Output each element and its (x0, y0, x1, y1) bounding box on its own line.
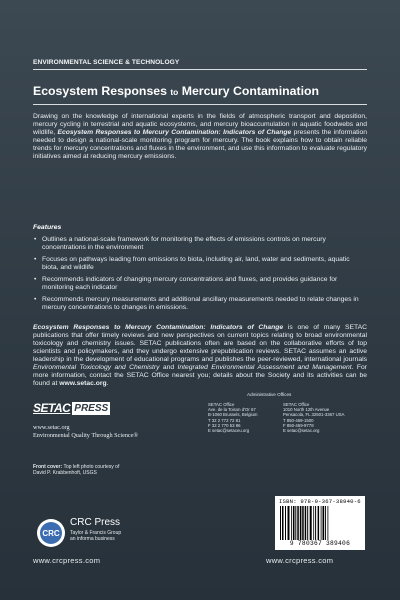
office-europe (208, 402, 278, 433)
barcode-bars-icon (279, 506, 361, 540)
feature-item (33, 296, 367, 312)
crc-press-logo-icon (36, 518, 66, 548)
about-end: . (106, 380, 109, 388)
photo-credit-name: David P. Krabbenhoft, USGS (33, 470, 97, 477)
isbn-label: ISBN: 978-0-367-38940-6 (279, 498, 361, 505)
title-part-2: Mercury Contamination (178, 84, 320, 98)
setac-link[interactable]: www.setac.org (59, 380, 107, 388)
feature-text: Recommends mercury measurements and additional ancillary measurements needed to relate changes in mercury concentrations to changes in emissions. (42, 296, 359, 312)
press-logo-text: PRESS (74, 402, 109, 414)
setac-tagline: Environmental Quality Through Science® (33, 432, 139, 439)
publisher-url[interactable]: www.crcpress.com (33, 556, 101, 565)
office-line: T 850-469-1500 (283, 417, 314, 423)
divider (33, 104, 367, 105)
setac-press-logo (33, 400, 113, 416)
about-book-title: Ecosystem Responses to Mercury Contamination: Indicators of Change (33, 324, 284, 331)
feature-item (33, 236, 367, 252)
bullet-icon: • (34, 276, 37, 284)
photo-credit (33, 464, 183, 477)
bullet-icon: • (34, 236, 37, 243)
book-title (33, 84, 319, 98)
about-setac (33, 324, 367, 388)
about-and: and (159, 364, 178, 372)
office-line: 1010 North 12th Avenue (283, 407, 330, 413)
office-usa (283, 402, 353, 433)
office-line: E setac@setaceu.org (208, 428, 250, 434)
office-line: F 850-469-9778 (283, 422, 314, 428)
features-heading: Features (33, 224, 62, 231)
title-connector: to (170, 87, 179, 97)
office-line: B-1060 Brussels, Belgium (208, 412, 258, 418)
divider (33, 69, 367, 70)
description (33, 113, 367, 161)
features-list (33, 236, 367, 316)
publisher-url[interactable]: www.crcpress.com (266, 556, 334, 565)
about-text-2: . For more information, contact the SETAC Office nearest you; details about the Society and its activities can be found at (33, 364, 367, 388)
publisher-group-line: Taylor & Francis Group (70, 530, 122, 536)
description-text-2: presents the information needed to design a national-scale monitoring program for mercury. The book explains how to obtain reliable trends for mercury concentrations and fluxes in the environment, and use this information to evaluate regulatory initiatives aimed at reducing mercury emissions. (33, 129, 367, 161)
isbn-digits: 9 780367 389406 (289, 540, 351, 547)
feature-item (33, 276, 367, 292)
office-line: SETAC Office (283, 402, 310, 407)
journal-name: Environmental Toxicology and Chemistry (33, 364, 160, 372)
publisher-group (70, 530, 121, 542)
title-part-1: Ecosystem Responses (33, 84, 171, 98)
photo-credit-label: Front cover: (33, 464, 63, 470)
bullet-icon: • (34, 256, 37, 264)
crc-logo-text: CRC (42, 529, 60, 538)
office-line: Pensacola, FL 32501-3367 USA (283, 412, 345, 418)
office-line: E setac@setac.org (283, 428, 320, 434)
about-text: is one of many SETAC publications that offer timely reviews and new perspectives on current topics relating to broad environmental toxicology and chemistry issues. SETAC publications often are based on the collaborative efforts of top scientists and policymakers, and they undergo extensive prepublication reviews. SETAC assumes an active leadership in the development of educational programs and publishes the peer-reviewed, international journals (33, 324, 367, 364)
bullet-icon: • (34, 296, 37, 304)
publisher-name: CRC Press (70, 517, 121, 528)
office-line: F 32 2 770 53 86 (208, 422, 241, 428)
description-book-title: Ecosystem Responses to Mercury Contamination: Indicators of Change (57, 129, 292, 137)
series-label: ENVIRONMENTAL SCIENCE & TECHNOLOGY (33, 59, 180, 66)
office-line: Ave. de la Toison d'Or 67 (208, 407, 256, 413)
office-line: T 32 2 772 72 81 (208, 417, 241, 423)
description-text: Drawing on the knowledge of international experts in the fields of atmospheric transport and deposition, mercury cycling in terrestrial and aquatic ecosystems, and mercury bioaccumulation in aquatic foodwebs and wildlife, (33, 113, 367, 137)
offices-heading: Administrative Offices (247, 392, 292, 397)
journal-name: Integrated Environmental Assessment and Management (177, 364, 352, 372)
setac-logo-text: SETAC (33, 401, 71, 415)
feature-text: Focuses on pathways leading from emissions to biota, including air, land, water and sediments, aquatic biota, and wildlife (42, 256, 350, 272)
isbn-barcode (275, 496, 365, 550)
feature-item (33, 256, 367, 272)
photo-credit-text: Top left photo courtesy of (62, 464, 120, 470)
office-line: SETAC Office (208, 402, 235, 407)
feature-text: Recommends indicators of changing mercury concentrations and fluxes, and provides guidance for monitoring each indicator (42, 276, 338, 292)
setac-url[interactable]: www.setac.org (33, 424, 70, 431)
feature-text: Outlines a national-scale framework for monitoring the effects of emissions controls on mercury concentrations in the environment (42, 236, 326, 252)
publisher-group-line: an informa business (70, 536, 115, 542)
